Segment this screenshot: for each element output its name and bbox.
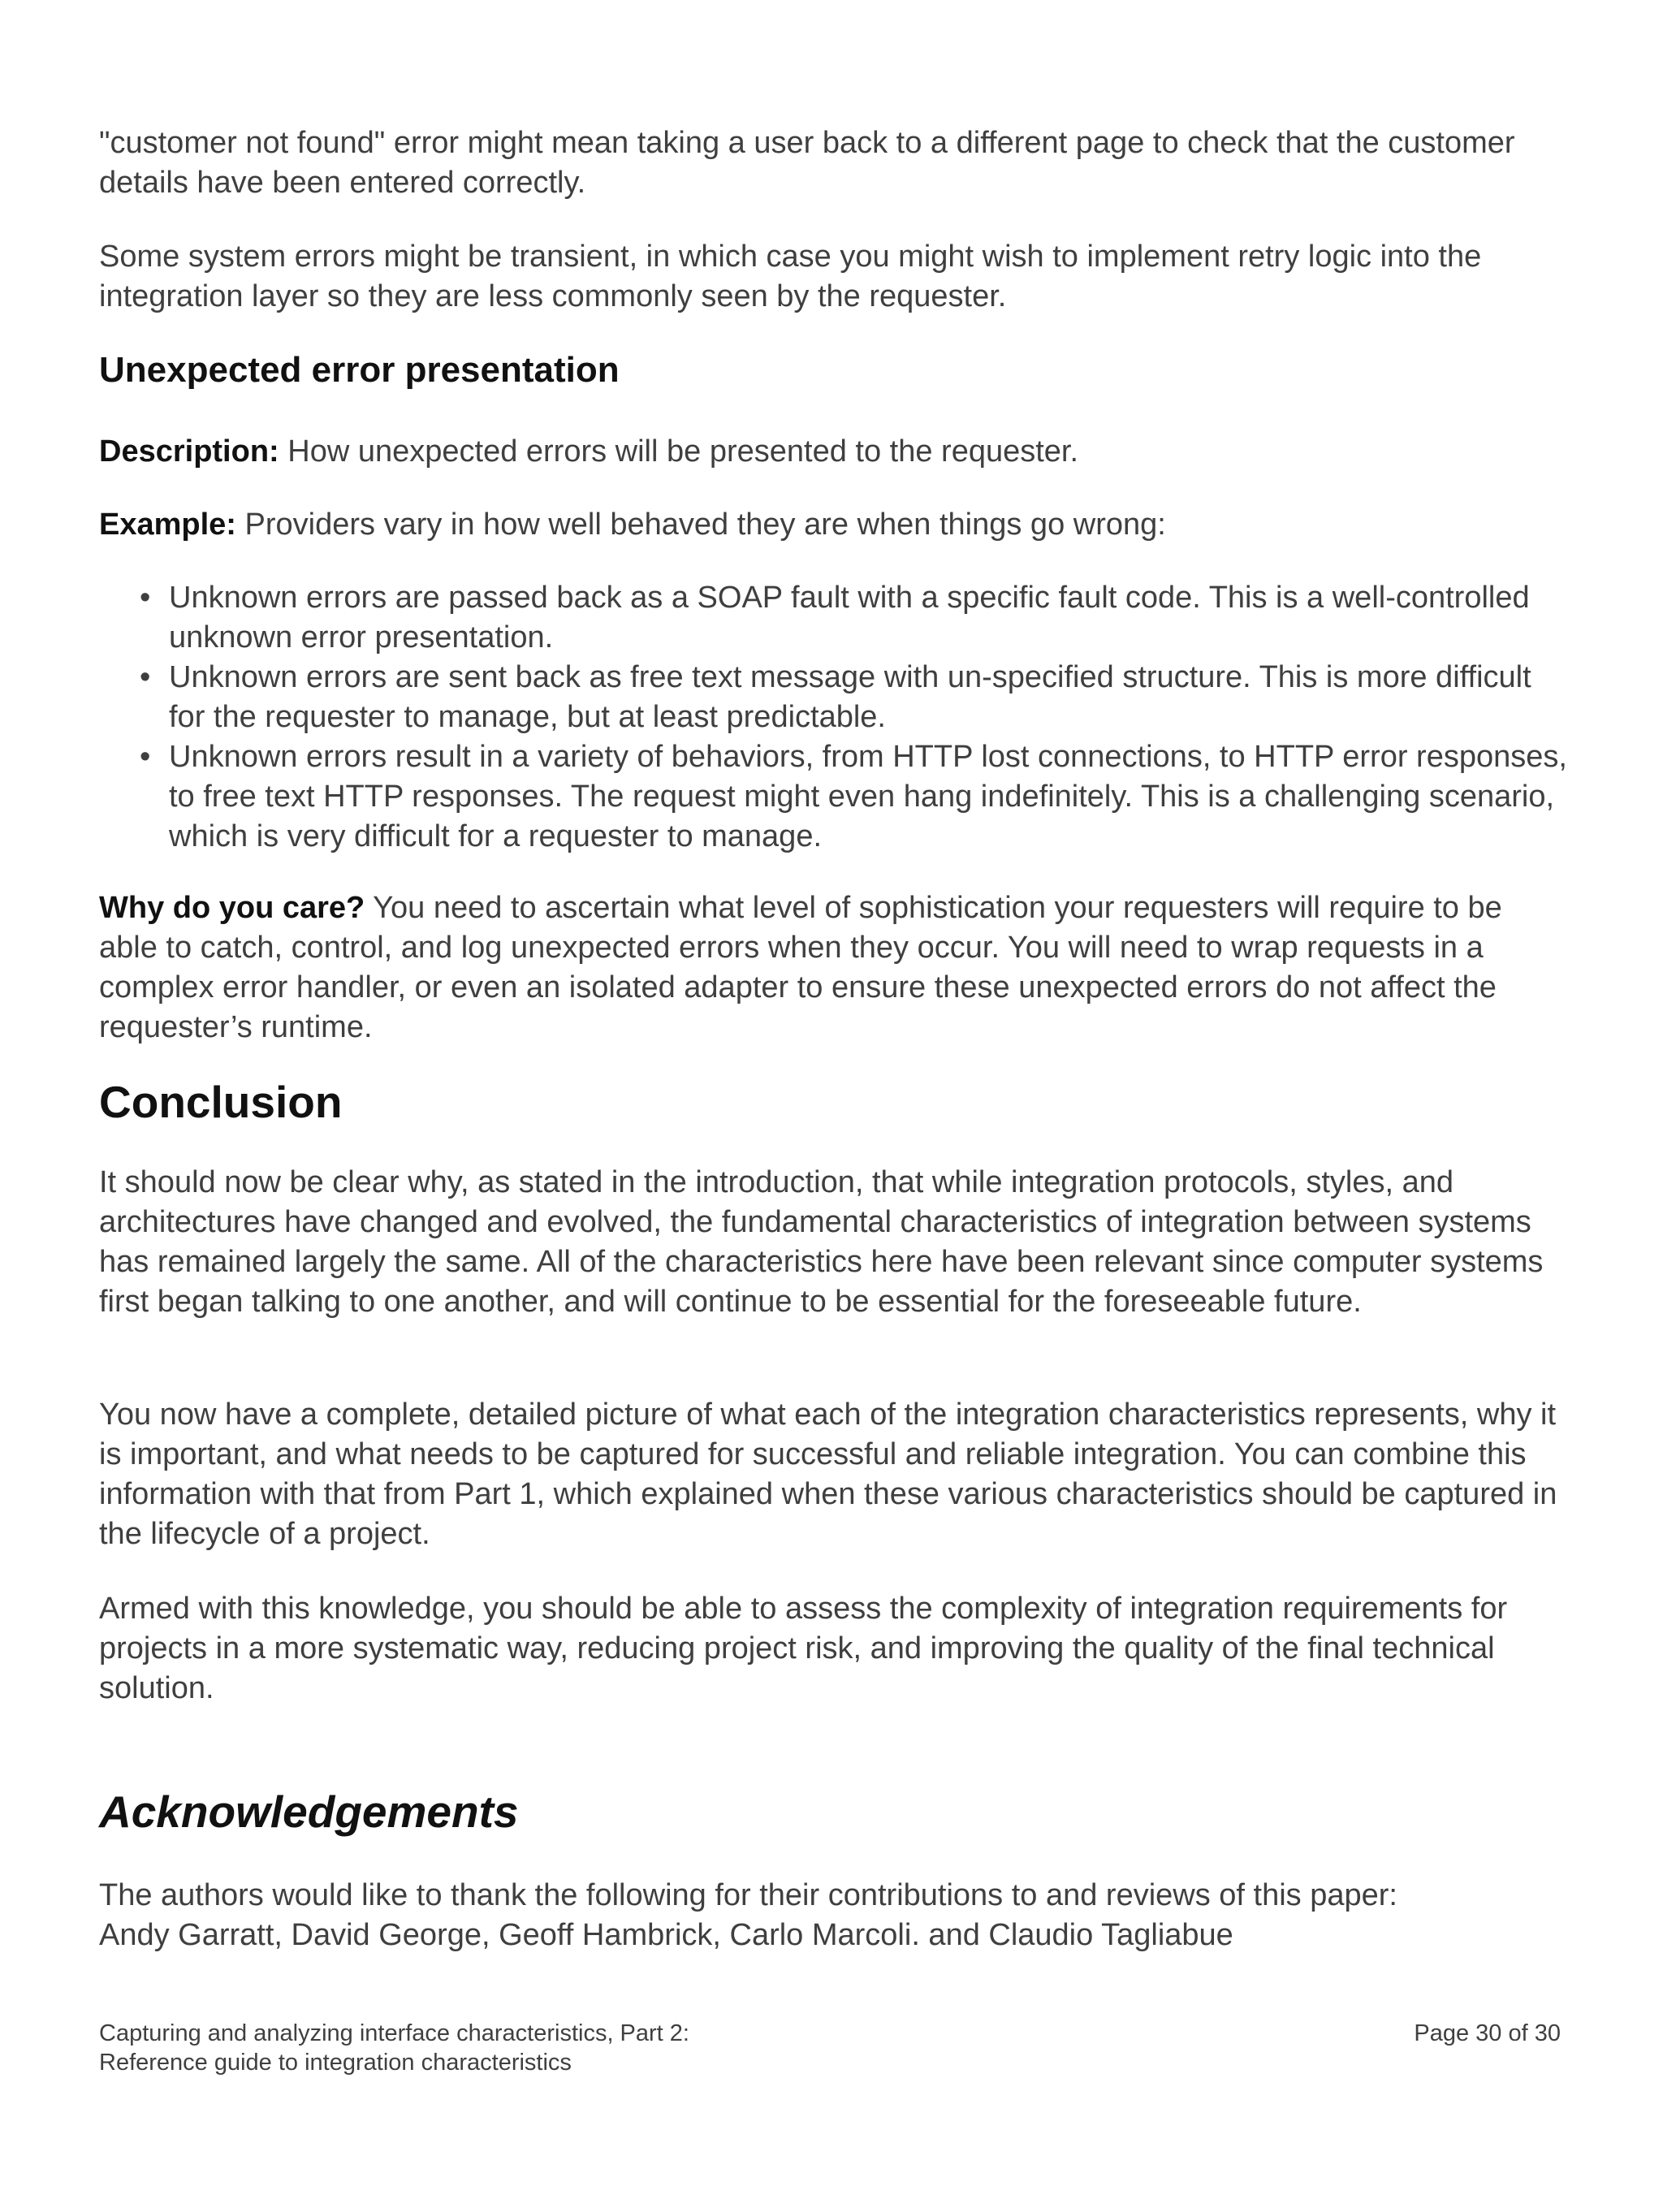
list-item	[99, 737, 1569, 857]
paragraph-transient-errors: Some system errors might be transient, in which case you might wish to implement retry logic into the integration layer so they are less commonly seen by the requester.	[99, 240, 1482, 313]
list-item	[99, 578, 1569, 658]
bullet-icon: •	[140, 740, 151, 774]
heading-unexpected-error-presentation: Unexpected error presentation	[99, 350, 620, 390]
footer-document-title	[99, 2019, 1073, 2077]
bullet-icon: •	[140, 660, 151, 694]
document-page	[99, 0, 1569, 2212]
acknowledgements-line-2: Andy Garratt, David George, Geoff Hambrick, Carlo Marcoli. and Claudio Tagliabue	[99, 1918, 1233, 1952]
footer-title-line-1: Capturing and analyzing interface characteristics, Part 2:	[99, 2020, 689, 2046]
list-item-text: Unknown errors result in a variety of behaviors, from HTTP lost connections, to HTTP error responses, to free text HTTP responses. The request might even hang indefinitely. This is a challenging scenario, which is very difficult for a requester to manage.	[169, 740, 1567, 853]
bullet-icon: •	[140, 581, 151, 615]
acknowledgements-line-1: The authors would like to thank the following for their contributions to and reviews of this paper:	[99, 1878, 1397, 1912]
why-text: You need to ascertain what level of sophistication your requesters will require to be able to catch, control, and log unexpected errors when they occur. You will need to wrap requests in a complex error handler, or even an isolated adapter to ensure these unexpected errors do not affect the requester’s runtime.	[99, 891, 1502, 1044]
list-item-text: Unknown errors are passed back as a SOAP fault with a specific fault code. This is a well-controlled unknown error presentation.	[169, 581, 1530, 655]
footer-page-number: Page 30 of 30	[1414, 2020, 1561, 2046]
bullet-list	[99, 578, 1569, 857]
description-label: Description:	[99, 434, 279, 469]
conclusion-paragraph-1: It should now be clear why, as stated in the introduction, that while integration protocols, styles, and architectures have changed and evolved, the fundamental characteristics of integration between systems has remained largely the same. All of the characteristics here have been relevant since computer systems first began talking to one another, and will continue to be essential for the foreseeable future.	[99, 1165, 1544, 1319]
example-text: Providers vary in how well behaved they are when things go wrong:	[235, 508, 1166, 542]
paragraph-customer-not-found: "customer not found" error might mean taking a user back to a different page to check that the customer details have been entered correctly.	[99, 126, 1515, 200]
description-text: How unexpected errors will be presented to the requester.	[279, 434, 1079, 469]
heading-acknowledgements: Acknowledgements	[99, 1786, 519, 1837]
why-do-you-care-paragraph	[99, 888, 1569, 1048]
footer-title-line-2: Reference guide to integration characteristics	[99, 2050, 572, 2076]
conclusion-paragraph-3: Armed with this knowledge, you should be able to assess the complexity of integration requirements for projects in a more systematic way, reducing project risk, and improving the quality of the final technical solution.	[99, 1592, 1508, 1705]
list-item-text: Unknown errors are sent back as free text message with un-specified structure. This is more difficult for the requester to manage, but at least predictable.	[169, 660, 1531, 734]
why-label: Why do you care?	[99, 891, 365, 925]
example-label: Example:	[99, 508, 236, 542]
acknowledgements-paragraph	[99, 1876, 1569, 1955]
conclusion-paragraph-2: You now have a complete, detailed picture of what each of the integration characteristics represents, why it is important, and what needs to be captured for successful and reliable integration. You can combine this information with that from Part 1, which explained when these various characteristics should be captured in the lifecycle of a project.	[99, 1398, 1557, 1551]
heading-conclusion: Conclusion	[99, 1077, 343, 1127]
example-paragraph	[99, 505, 1569, 545]
list-item	[99, 658, 1569, 737]
description-paragraph	[99, 432, 1569, 472]
